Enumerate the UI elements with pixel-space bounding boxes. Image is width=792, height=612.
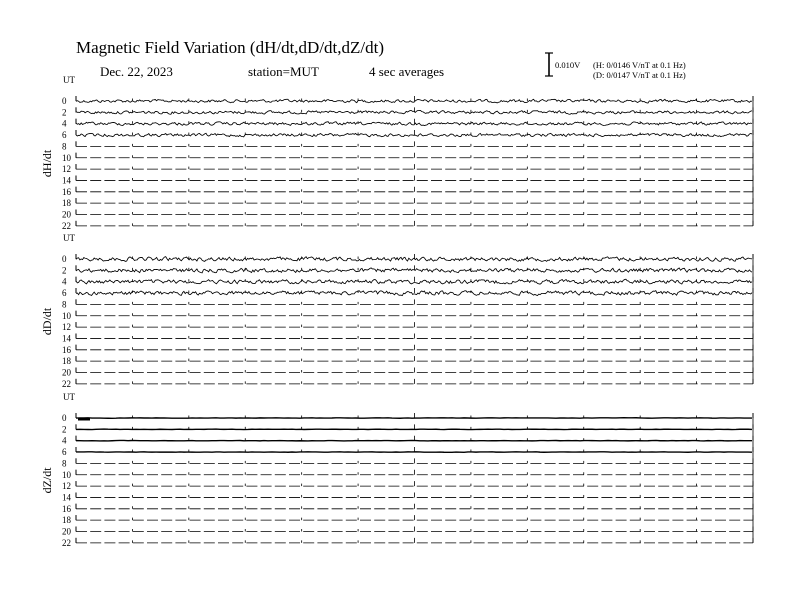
row-label: 12 bbox=[62, 164, 71, 175]
chart-title: Magnetic Field Variation (dH/dt,dD/dt,dZ/dt) bbox=[76, 38, 385, 57]
panel-ylabel: dZ/dt bbox=[40, 467, 54, 494]
row-label: 8 bbox=[62, 299, 67, 310]
averaging-label: 4 sec averages bbox=[369, 64, 445, 79]
trace-line bbox=[76, 110, 752, 114]
row-label: 4 bbox=[62, 118, 67, 129]
row-label: 16 bbox=[62, 344, 71, 355]
scale-value: 0.010V bbox=[555, 60, 581, 70]
ut-axis-label: UT bbox=[63, 233, 75, 243]
row-label: 10 bbox=[62, 469, 71, 480]
row-label: 0 bbox=[62, 254, 67, 264]
row-label: 10 bbox=[62, 152, 71, 163]
row-label: 0 bbox=[62, 96, 67, 106]
scale-sensitivity-h: (H: 0/0146 V/nT at 0.1 Hz) bbox=[593, 60, 686, 70]
row-label: 6 bbox=[62, 288, 67, 299]
ut-axis-label: UT bbox=[63, 392, 75, 402]
row-label: 4 bbox=[62, 276, 67, 287]
row-label: 14 bbox=[62, 492, 71, 503]
row-label: 6 bbox=[62, 447, 67, 458]
trace-line bbox=[76, 291, 752, 296]
trace-line bbox=[76, 99, 752, 103]
trace-line bbox=[76, 418, 752, 419]
row-label: 10 bbox=[62, 310, 71, 321]
row-label: 2 bbox=[62, 424, 67, 435]
row-label: 22 bbox=[62, 378, 71, 389]
scale-sensitivity-d: (D: 0/0147 V/nT at 0.1 Hz) bbox=[593, 70, 686, 80]
row-label: 16 bbox=[62, 186, 71, 197]
row-label: 0 bbox=[62, 413, 67, 423]
row-label: 20 bbox=[62, 526, 71, 537]
row-label: 20 bbox=[62, 209, 71, 220]
row-label: 20 bbox=[62, 367, 71, 378]
row-label: 12 bbox=[62, 481, 71, 492]
row-label: 14 bbox=[62, 175, 71, 186]
row-label: 22 bbox=[62, 220, 71, 231]
row-label: 2 bbox=[62, 107, 67, 118]
panel-ylabel: dH/dt bbox=[40, 149, 54, 178]
trace-line bbox=[76, 257, 752, 262]
trace-line bbox=[76, 122, 752, 126]
row-label: 2 bbox=[62, 265, 67, 276]
row-label: 6 bbox=[62, 130, 67, 141]
row-label: 12 bbox=[62, 322, 71, 333]
station-label: station=MUT bbox=[248, 64, 319, 79]
row-label: 18 bbox=[62, 515, 71, 526]
date-label: Dec. 22, 2023 bbox=[100, 64, 173, 79]
trace-line bbox=[76, 268, 752, 273]
ut-axis-label: UT bbox=[63, 75, 75, 85]
row-label: 18 bbox=[62, 198, 71, 209]
row-label: 8 bbox=[62, 458, 67, 469]
trace-line bbox=[76, 279, 752, 284]
row-label: 18 bbox=[62, 356, 71, 367]
row-label: 16 bbox=[62, 503, 71, 514]
trace-line bbox=[76, 133, 752, 137]
row-label: 4 bbox=[62, 435, 67, 446]
row-label: 14 bbox=[62, 333, 71, 344]
row-label: 8 bbox=[62, 141, 67, 152]
panel-ylabel: dD/dt bbox=[40, 307, 54, 336]
row-label: 22 bbox=[62, 537, 71, 548]
